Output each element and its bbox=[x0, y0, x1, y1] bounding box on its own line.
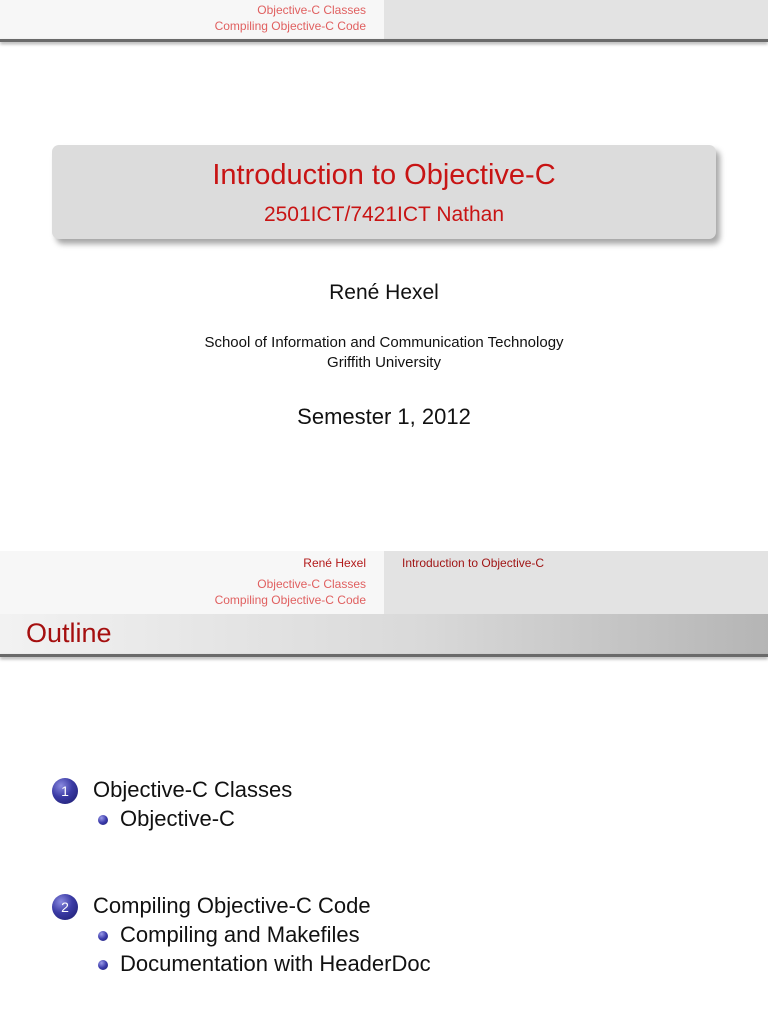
section-number-ball: 2 bbox=[52, 894, 78, 920]
institute-line-1: School of Information and Communication Technology bbox=[204, 334, 564, 351]
bullet-icon bbox=[98, 931, 108, 941]
section-number-ball: 1 bbox=[52, 778, 78, 804]
frame-title-bar bbox=[0, 614, 768, 654]
slide2-nav-right bbox=[384, 551, 768, 614]
slide2-header-nav bbox=[0, 551, 768, 614]
bullet-icon bbox=[98, 960, 108, 970]
nav-link-compiling[interactable]: Compiling Objective-C Code bbox=[214, 593, 366, 607]
slide-subtitle: 2501ICT/7421ICT Nathan bbox=[263, 203, 505, 226]
slide2-header-rule bbox=[0, 654, 768, 657]
nav-link-compiling[interactable]: Compiling Objective-C Code bbox=[214, 19, 366, 33]
outline-subsection-1-1[interactable]: Objective-C bbox=[120, 806, 235, 831]
frame-title: Outline bbox=[26, 618, 112, 648]
author-name: René Hexel bbox=[329, 281, 439, 304]
nav-author[interactable]: René Hexel bbox=[303, 556, 366, 570]
institute-line-2: Griffith University bbox=[327, 354, 441, 371]
outline-section-1[interactable]: Objective-C Classes bbox=[93, 777, 293, 802]
outline-subsection-2-1[interactable]: Compiling and Makefiles bbox=[120, 922, 360, 947]
title-box bbox=[52, 145, 716, 239]
presentation-date: Semester 1, 2012 bbox=[297, 404, 471, 429]
slide1-header-rule bbox=[0, 39, 768, 42]
outline-subsection-2-2[interactable]: Documentation with HeaderDoc bbox=[120, 951, 431, 976]
slide1-nav-sections bbox=[0, 0, 384, 39]
slide-title: Introduction to Objective-C bbox=[212, 159, 556, 191]
bullet-icon bbox=[98, 815, 108, 825]
nav-short-title[interactable]: Introduction to Objective-C bbox=[402, 556, 545, 570]
slide1-nav-right bbox=[384, 0, 768, 39]
slide1-header-nav bbox=[0, 0, 768, 39]
nav-link-objc-classes[interactable]: Objective-C Classes bbox=[257, 577, 366, 591]
nav-link-objc-classes[interactable]: Objective-C Classes bbox=[257, 3, 366, 17]
outline-section-2[interactable]: Compiling Objective-C Code bbox=[93, 893, 371, 918]
slide2-nav-sections bbox=[0, 551, 384, 614]
